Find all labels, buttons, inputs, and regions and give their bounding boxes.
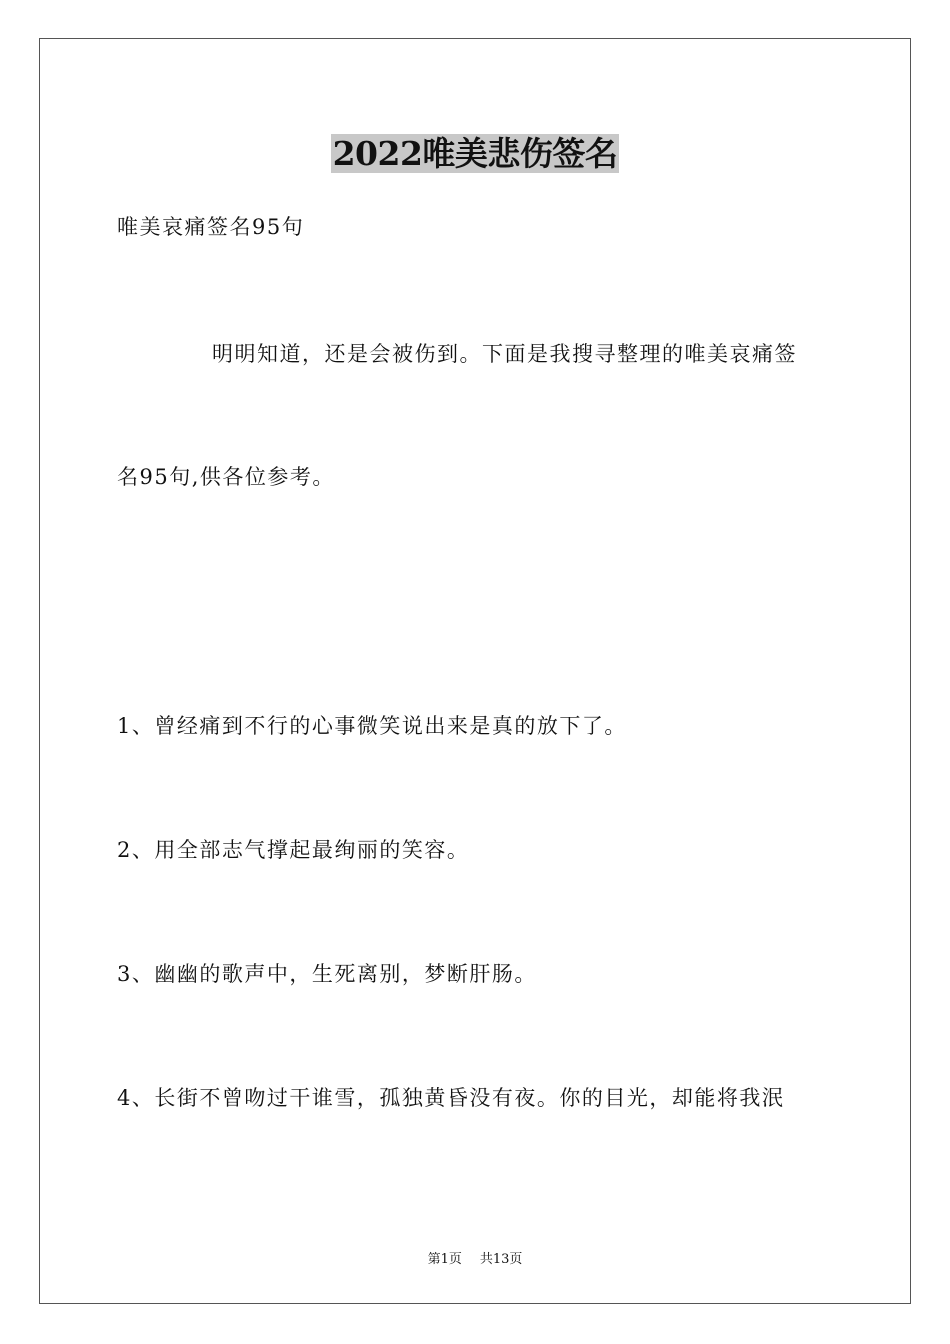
document-title: 2022唯美悲伤签名: [332, 134, 618, 173]
page-number: 第1页: [427, 1252, 462, 1267]
page-total: 共13页: [479, 1252, 523, 1267]
page-footer: [0, 1248, 950, 1267]
list-item: 4、长街不曾吻过干谁雪，孤独黄昏没有夜。你的目光，却能将我泯: [117, 1086, 785, 1110]
intro-line-1: 明明知道，还是会被伤到。下面是我搜寻整理的唯美哀痛签: [212, 342, 797, 366]
list-item: 1、曾经痛到不行的心事微笑说出来是真的放下了。: [117, 714, 627, 738]
document-title-wrap: [0, 128, 950, 175]
intro-line-2: 名95句,供各位参考。: [117, 465, 335, 489]
list-item: 3、幽幽的歌声中，生死离别，梦断肝肠。: [117, 962, 537, 986]
list-item: 2、用全部志气撑起最绚丽的笑容。: [117, 838, 470, 862]
subtitle: 唯美哀痛签名95句: [117, 215, 305, 239]
